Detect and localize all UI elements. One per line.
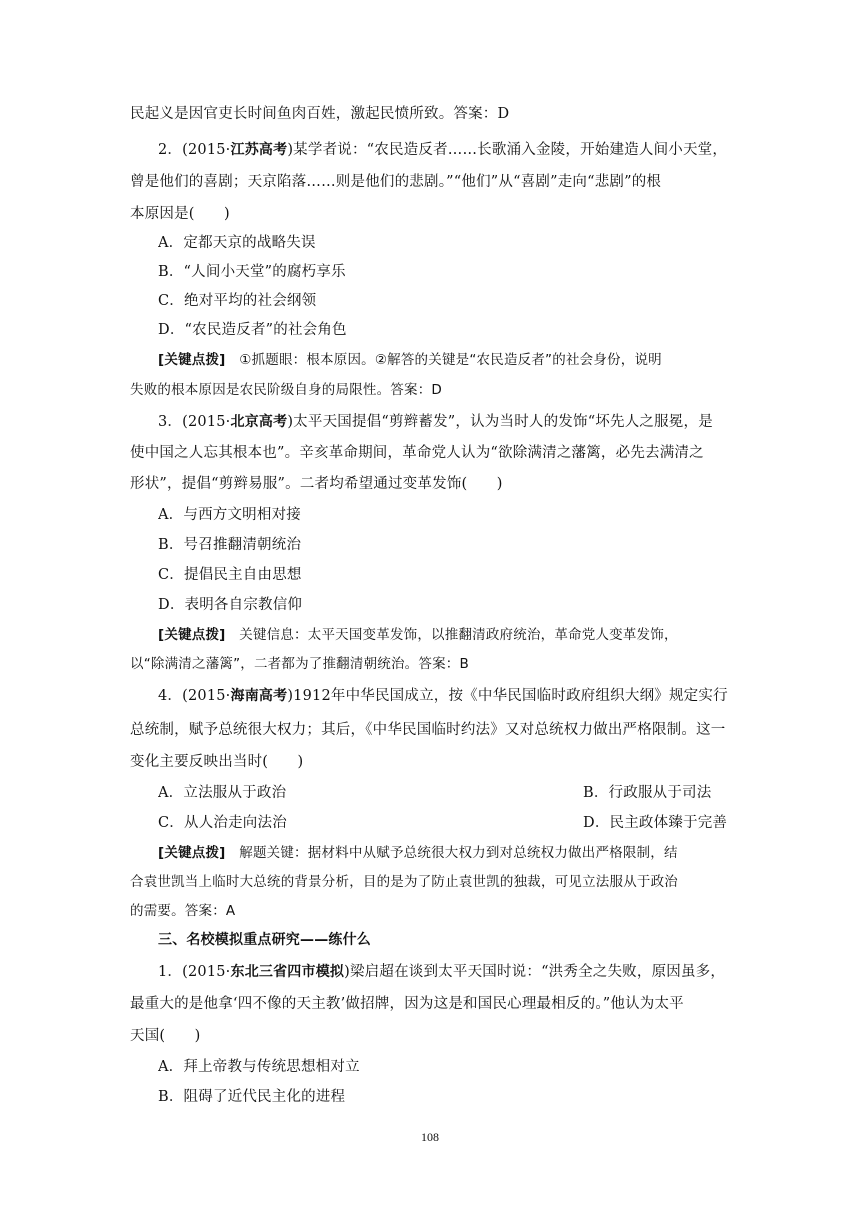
question-3-stem-line-3: 形状”，提倡“剪辫易服”。二者均希望通过变革发饰( ) [130,476,503,492]
question-3-option-c: C．提倡民主自由思想 [158,567,302,583]
question-2-stem-line-1: 2．(2015·江苏高考)某学者说：“农民造反者……长歌涌入金陵，开始建造人间小天堂， [158,142,728,158]
question-2-option-c: C．绝对平均的社会纲领 [158,293,317,309]
question-3-key-hint-line-1: [关键点拨] 关键信息：太平天国变革发饰，以推翻清政府统治，革命党人变革发饰， [158,627,678,643]
question-4-option-c: C．从人治走向法治 [158,815,287,831]
question-4-key-hint-line-2: 合袁世凯当上临时大总统的背景分析，目的是为了防止袁世凯的独裁，可见立法服从于政治 [130,874,678,890]
section-3-question-1-stem-line-1: 1．(2015·东北三省四市模拟)梁启超在谈到太平天国时说：“洪秀全之失败，原因虽多， [158,964,726,980]
question-3-source: 北京高考 [230,414,288,430]
question-2-option-a: A．定都天京的战略失误 [158,235,316,251]
question-3-option-b: B．号召推翻清朝统治 [158,537,302,553]
question-2-option-d: D．“农民造反者”的社会角色 [158,322,347,338]
question-4-stem-line-2: 总统制，赋予总统很大权力；其后，《中华民国临时约法》又对总统权力做出严格限制。这一 [130,722,726,738]
question-4-option-d: D．民主政体臻于完善 [583,815,728,831]
question-3-key-hint-line-2: 以“除满清之藩篱”，二者都为了推翻清朝统治。答案：B [130,656,469,672]
question-4-stem-line-3: 变化主要反映出当时( ) [130,754,304,770]
question-3-option-a: A．与西方文明相对接 [158,507,301,523]
section-3-question-1-option-a: A．拜上帝教与传统思想相对立 [158,1059,360,1075]
question-2-key-hint-line-1: [关键点拨] ①抓题眼：根本原因。②解答的关键是“农民造反者”的社会身份，说明 [158,352,662,368]
question-4-options-row-1 [158,783,762,803]
key-hint-label: [关键点拨] [158,627,226,643]
key-hint-label: [关键点拨] [158,845,226,861]
question-2-stem-line-3: 本原因是( ) [130,206,230,222]
question-4-source: 海南高考 [230,688,288,704]
question-2-key-hint-line-2: 失败的根本原因是农民阶级自身的局限性。答案：D [130,382,442,398]
question-3-stem-line-1: 3．(2015·北京高考)太平天国提倡“剪辫蓄发”，认为当时人的发饰“坏先人之服冕，是 [158,414,713,430]
question-4-option-a: A．立法服从于政治 [158,785,287,801]
page-number: 108 [421,1130,439,1144]
question-2-stem-line-2: 曾是他们的喜剧；天京陷落……则是他们的悲剧。”“他们”从“喜剧”走向“悲剧”的根 [130,174,662,190]
question-4-key-hint-line-3: 的需要。答案：A [130,903,236,919]
question-2-source: 江苏高考 [230,142,288,158]
question-4-stem-line-1: 4．(2015·海南高考)1912年中华民国成立，按《中华民国临时政府组织大纲》规定实行 [158,688,728,704]
question-3-option-d: D．表明各自宗教信仰 [158,597,303,613]
section-3-heading: 三、名校模拟重点研究——练什么 [158,932,371,948]
section-3-question-1-source: 东北三省四市模拟 [230,964,345,980]
section-3-question-1-stem-line-3: 天国( ) [130,1028,201,1044]
section-3-question-1-stem-line-2: 最重大的是他拿‘四不像的天主教’做招牌，因为这是和国民心理最相反的。”他认为太平 [130,996,684,1012]
question-2-option-b: B．“人间小天堂”的腐朽享乐 [158,264,346,280]
question-3-stem-line-2: 使中国之人忘其根本也”。辛亥革命期间，革命党人认为“欲除满清之藩篱，必先去满清之 [130,445,704,461]
question-4-option-b: B．行政服从于司法 [583,785,712,801]
key-hint-label: [关键点拨] [158,352,226,368]
section-3-question-1-option-b: B．阻碍了近代民主化的进程 [158,1089,346,1105]
continued-answer-line: 民起义是因官吏长时间鱼肉百姓，激起民愤所致。答案：D [130,106,510,122]
question-4-key-hint-line-1: [关键点拨] 解题关键：据材料中从赋予总统很大权力到对总统权力做出严格限制，结 [158,845,678,861]
question-4-options-row-2 [158,813,762,833]
